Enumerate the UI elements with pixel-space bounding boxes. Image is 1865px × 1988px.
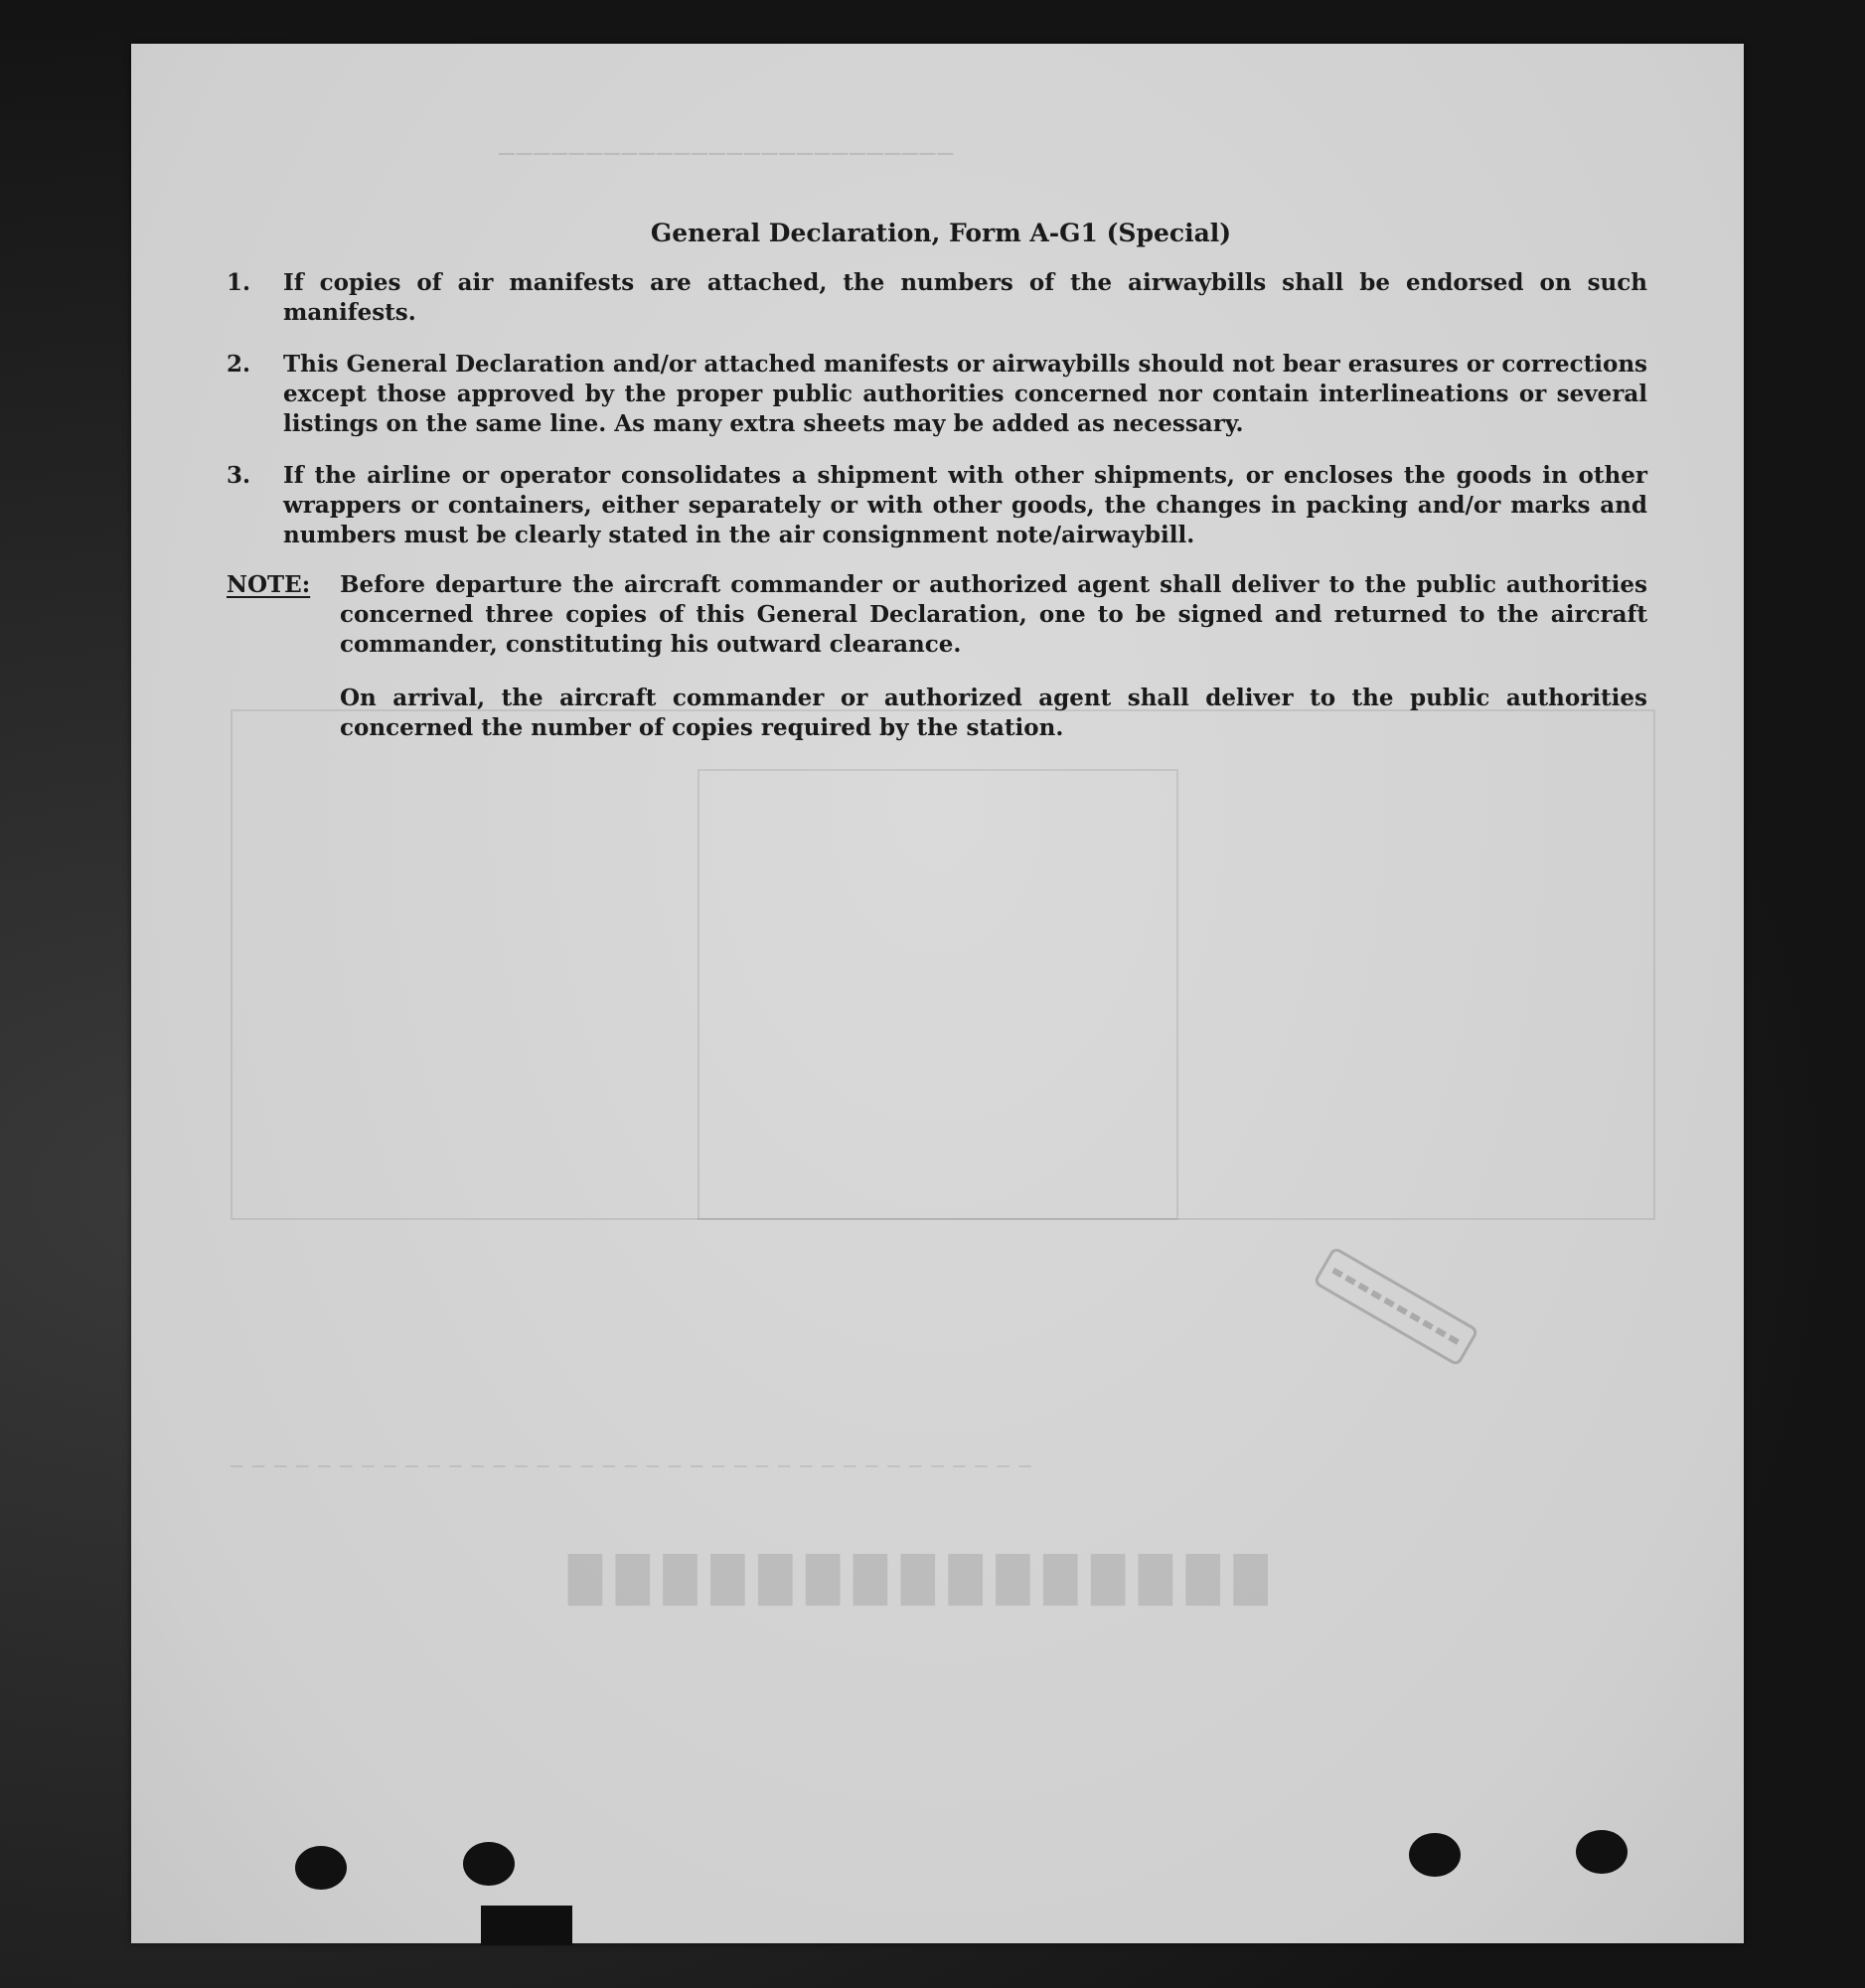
punch-hole [295,1846,347,1890]
note-label: NOTE: [227,571,311,598]
note-paragraph: On arrival, the aircraft commander or authorized agent shall deliver to the public authorities concerned the number of copies required by the station. [340,685,1647,741]
bleed-through-line: ───────────────────────────────────── [231,1454,1041,1478]
note-block [227,570,1647,660]
item-text: This General Declaration and/or attached manifests or airwaybills should not bear erasures or corrections except those approved by the proper public authorities concerned nor contain interlineations or several listings on the same line. As many extra sheets may be added as necessary. [283,351,1647,437]
instruction-item [227,350,1647,439]
punch-hole [463,1842,515,1886]
instruction-item [227,461,1647,550]
page-title: General Declaration, Form A-G1 (Special) [650,219,1232,247]
declaration-instructions [227,219,1647,743]
item-number: 3. [227,462,251,489]
bleed-through-heading: ────────────────────────── [499,138,955,168]
bleed-through-table-inner [698,769,1178,1220]
bleed-through-large-title: ███████████████ [568,1554,1282,1605]
note-paragraph: Before departure the aircraft commander or authorized agent shall deliver to the public authorities concerned three copies of this General Declaration, one to be signed and returned to the aircraft commander, constituting his outward clearance. [340,571,1647,658]
item-number: 2. [227,351,251,378]
punch-hole [1576,1830,1628,1874]
item-text: If the airline or operator consolidates a shipment with other shipments, or encloses the goods in other wrappers or containers, either separately or with other goods, the changes in packing and/or marks and numbers must be clearly stated in the air consignment note/airwaybill. [283,462,1647,548]
torn-tab [481,1906,572,1945]
punch-hole [1409,1833,1461,1877]
item-number: 1. [227,269,251,296]
instruction-item [227,268,1647,328]
item-text: If copies of air manifests are attached, the numbers of the airwaybills shall be endorsed on such manifests. [283,269,1647,326]
